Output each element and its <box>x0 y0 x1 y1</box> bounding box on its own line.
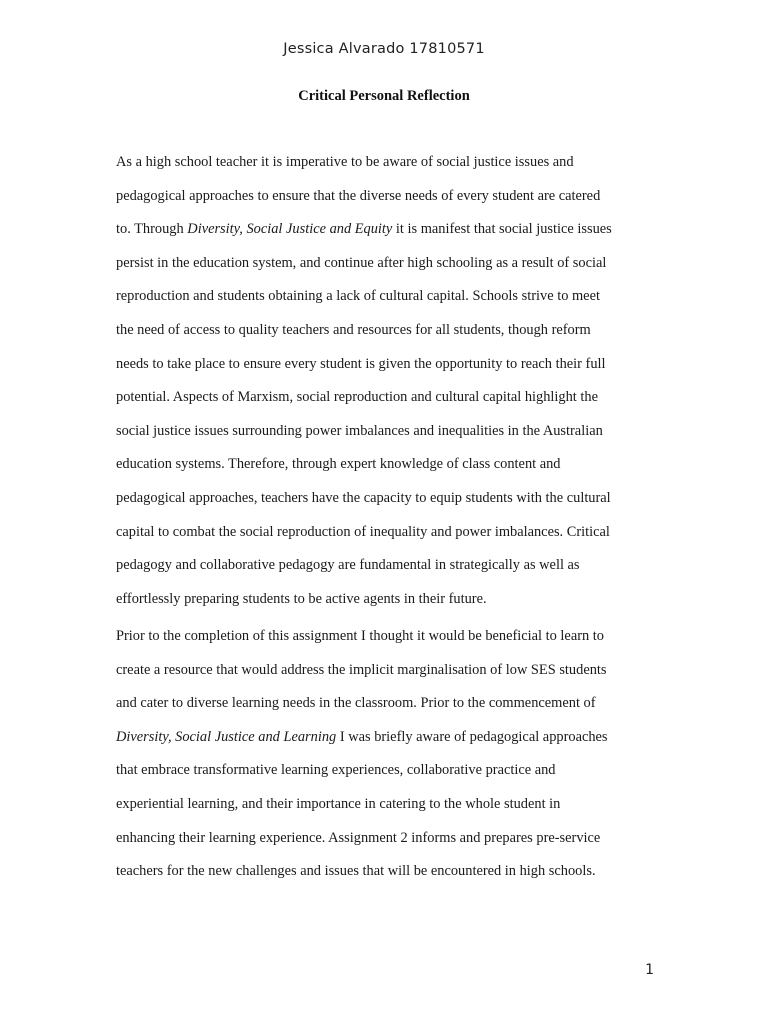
text-run: it is manifest that social justice issues <box>392 221 612 238</box>
text-line: social justice issues surrounding power imbalances and inequalities in the Australian <box>116 422 603 439</box>
text-line: teachers for the new challenges and issues that will be encountered in high schools. <box>116 863 596 880</box>
text-line: and cater to diverse learning needs in the classroom. Prior to the commencement of <box>116 695 596 712</box>
page-number: 1 <box>645 962 654 978</box>
italic-course-title: Diversity, Social Justice and Equity <box>187 221 393 238</box>
text-line: needs to take place to ensure every student is given the opportunity to reach their full <box>116 355 606 372</box>
text-line: pedagogy and collaborative pedagogy are fundamental in strategically as well as <box>116 557 580 574</box>
text-line: effortlessly preparing students to be active agents in their future. <box>116 590 487 607</box>
text-line: capital to combat the social reproduction of inequality and power imbalances. Critical <box>116 523 610 540</box>
text-run: to. Through <box>116 221 188 238</box>
text-line <box>116 213 656 247</box>
text-line: create a resource that would address the implicit marginalisation of low SES students <box>116 661 607 678</box>
page-header-author-id: Jessica Alvarado 17810571 <box>283 41 485 57</box>
document-title: Critical Personal Reflection <box>298 88 470 104</box>
text-line: education systems. Therefore, through expert knowledge of class content and <box>116 456 561 473</box>
text-line: enhancing their learning experience. Assignment 2 informs and prepares pre-service <box>116 829 601 846</box>
text-line: Prior to the completion of this assignment I thought it would be beneficial to learn to <box>116 628 604 644</box>
text-line: As a high school teacher it is imperative to be aware of social justice issues and <box>116 154 574 170</box>
text-line: experiential learning, and their importance in catering to the whole student in <box>116 795 561 812</box>
paragraph-1 <box>116 146 656 616</box>
text-run: I was briefly aware of pedagogical approaches <box>336 728 608 745</box>
text-line: that embrace transformative learning experiences, collaborative practice and <box>116 762 556 779</box>
paragraph-2 <box>116 620 656 889</box>
text-line: persist in the education system, and continue after high schooling as a result of social <box>116 254 607 271</box>
text-line: the need of access to quality teachers and resources for all students, though reform <box>116 321 591 338</box>
text-line: pedagogical approaches to ensure that the diverse needs of every student are catered <box>116 187 601 204</box>
text-line: pedagogical approaches, teachers have the capacity to equip students with the cultural <box>116 489 611 506</box>
text-line <box>116 721 656 755</box>
italic-course-title: Diversity, Social Justice and Learning <box>116 728 337 745</box>
text-line: potential. Aspects of Marxism, social reproduction and cultural capital highlight the <box>116 389 598 406</box>
text-line: reproduction and students obtaining a lack of cultural capital. Schools strive to meet <box>116 288 600 305</box>
